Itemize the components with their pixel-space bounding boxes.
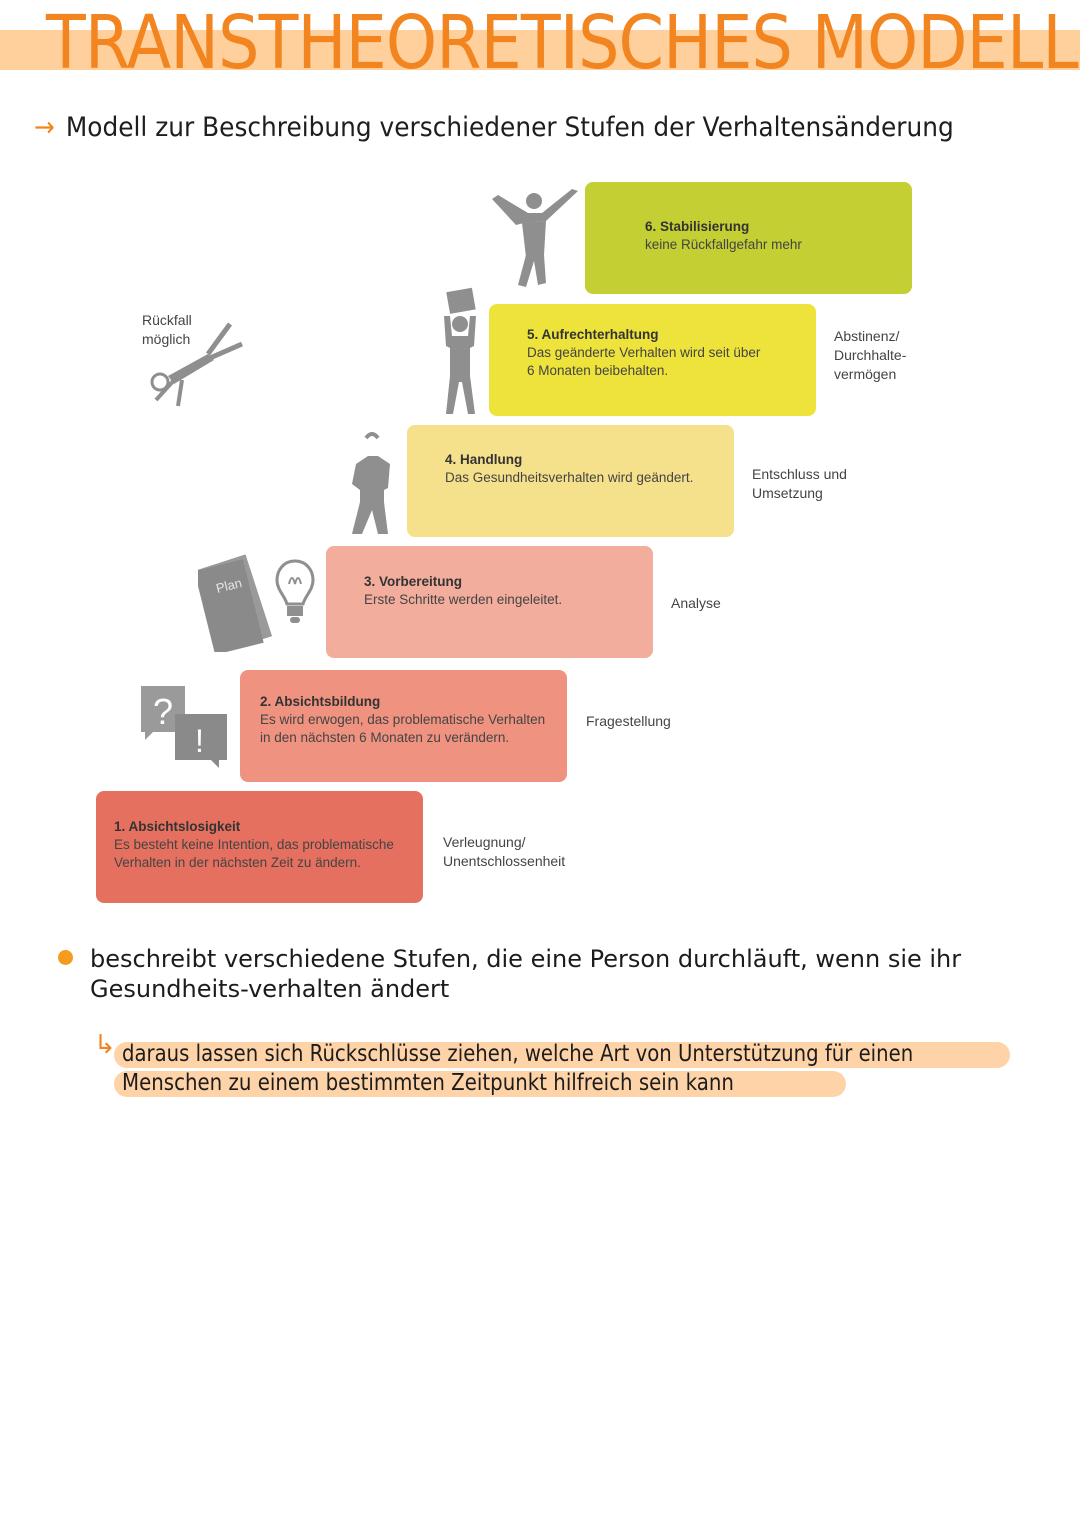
stage-5-text-2: 6 Monaten beibehalten. [527, 363, 669, 378]
stage-1-box [96, 791, 423, 903]
stage-4-text: Das Gesundheitsverhalten wird geändert. [445, 470, 694, 485]
stage-3-text: Erste Schritte werden eingeleitet. [364, 592, 563, 607]
hook-arrow-icon: ↳ [94, 1030, 116, 1060]
stage-4-title: 4. Handlung [445, 452, 523, 467]
stage-2-text-1: Es wird erwogen, das problematische Verhalten [260, 712, 546, 727]
person-lifting-box-icon [440, 286, 480, 416]
relapse-label: Rückfall möglich [142, 312, 192, 347]
stage-1-title: 1. Absichtslosigkeit [114, 819, 241, 834]
lightbulb-icon [274, 558, 316, 628]
stage-3-box [326, 546, 653, 658]
page-title: TRANSTHEORETISCHES MODELL [46, 0, 1078, 86]
question-mark: ? [153, 691, 174, 732]
stage-2-text-2: in den nächsten 6 Monaten zu verändern. [260, 730, 510, 745]
stage-4-box [407, 425, 734, 537]
question-bubble-icon [139, 684, 229, 770]
stage-4-side-label: Entschluss und Umsetzung [752, 466, 847, 501]
person-walking-icon [348, 428, 396, 536]
stage-3-title: 3. Vorbereitung [364, 574, 463, 589]
bullet-dot [58, 950, 73, 965]
sub-text-1: daraus lassen sich Rückschlüsse ziehen, welche Art von Unterstützung für einen [122, 1041, 914, 1067]
stage-2-side-label: Fragestellung [586, 713, 671, 729]
bullet-text: beschreibt verschiedene Stufen, die eine Person durchläuft, wenn sie ihr Gesundheits-verhalten ändert [90, 945, 962, 1003]
falling-person-icon [138, 318, 248, 408]
stage-1-text-1: Es besteht keine Intention, das problematische [114, 837, 394, 852]
stage-6-text: keine Rückfallgefahr mehr [645, 237, 802, 252]
exclamation-mark: ! [195, 723, 204, 759]
stage-5-title: 5. Aufrechterhaltung [527, 327, 659, 342]
stage-5-side-label: Abstinenz/ Durchhalte- vermögen [834, 328, 907, 382]
plan-label: Plan [214, 575, 244, 596]
stage-2-box [240, 670, 567, 782]
subtitle [34, 112, 954, 143]
stage-3-side-label: Analyse [671, 595, 721, 611]
jumping-person-icon [486, 185, 582, 290]
subtitle-text: Modell zur Beschreibung verschiedener Stufen der Verhaltensänderung [65, 112, 954, 143]
arrow-right-icon: → [34, 112, 55, 143]
stage-6-box [585, 182, 912, 294]
stage-1-text-2: Verhalten in der nächsten Zeit zu ändern. [114, 855, 361, 870]
plan-book-icon [198, 552, 276, 652]
stage-5-box [489, 304, 816, 416]
stage-5-text-1: Das geänderte Verhalten wird seit über [527, 345, 761, 360]
stage-6-title: 6. Stabilisierung [645, 219, 750, 234]
stage-1-side-label: Verleugnung/ Unentschlossenheit [443, 834, 566, 869]
stage-2-title: 2. Absichtsbildung [260, 694, 381, 709]
sub-text-2: Menschen zu einem bestimmten Zeitpunkt hilfreich sein kann [122, 1070, 734, 1096]
